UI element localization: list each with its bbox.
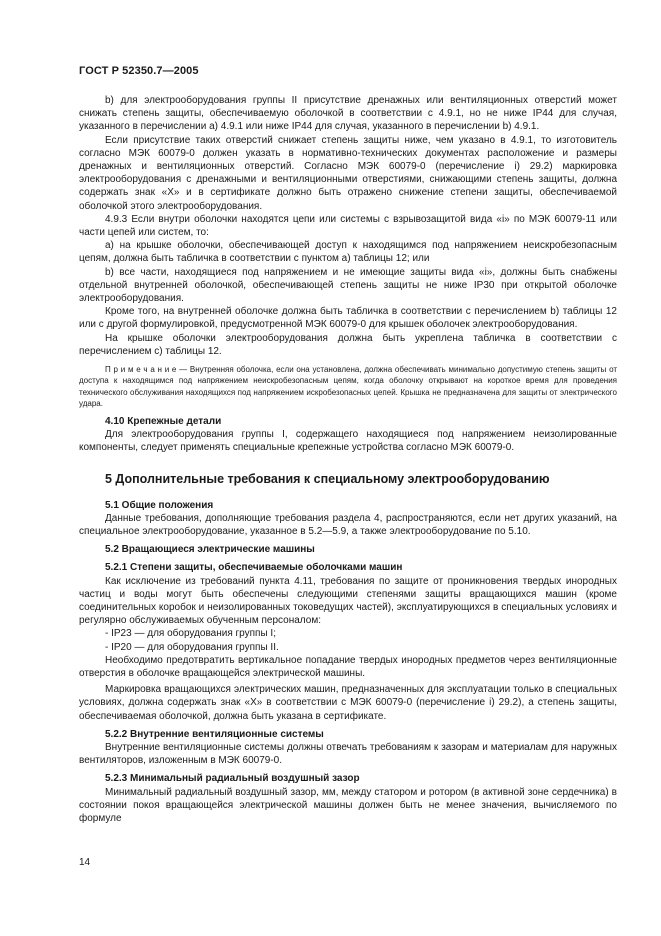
paragraph: Для электрооборудования группы I, содержащего находящиеся под напряжением неизолированные компоненты, следует применять специальные крепежные устройства согласно МЭК 60079-0. xyxy=(79,428,617,454)
heading-5-1: 5.1 Общие положения xyxy=(105,499,214,511)
paragraph: Маркировка вращающихся электрических машин, предназначенных для эксплуатации только в специальных условиях, должна содержать знак «X» в соответствии с МЭК 60079-0 (перечисление i) 29.2), а степень защиты, обеспечиваемая оболочкой, должна быть указана в сертификате. xyxy=(79,684,617,722)
dash-item: - IP23 — для оборудования группы I; xyxy=(105,628,276,640)
paragraph: Данные требования, дополняющие требования раздела 4, распространяются, если нет других указаний, на специальное электрооборудование, указанное в 5.2—5.9, а также электрооборудование по 5.10. xyxy=(79,512,617,537)
page-number: 14 xyxy=(79,857,91,868)
paragraph: Как исключение из требований пункта 4.11, требования по защите от проникновения твердых инородных частиц и воды могут быть обеспечены следующими степенями защиты вращающихся машин (кроме соединительных коробок и неизолированных токоведущих частей), эксплуатирующихся в специальных условиях и регулярно обслуживаемых обученным персоналом: xyxy=(79,575,617,627)
document-header: ГОСТ Р 52350.7—2005 xyxy=(79,65,199,77)
paragraph: На крышке оболочки электрооборудования должна быть укреплена табличка в соответствии с перечислением с) таблицы 12. xyxy=(79,332,617,357)
section-heading-5: 5 Дополнительные требования к специальному электрооборудованию xyxy=(105,472,550,487)
heading-5-2: 5.2 Вращающиеся электрические машины xyxy=(105,544,315,556)
paragraph: Кроме того, на внутренней оболочке должна быть табличка в соответствии с перечислением b) таблицы 12 или с другой формулировкой, предусмотренной МЭК 60079-0 для крышек оболочек электрооборудования. xyxy=(79,306,617,331)
paragraph: Необходимо предотвратить вертикальное попадание твердых инородных предметов через вентиляционные отверстия в оболочке вращающейся электрической машины. xyxy=(79,654,617,679)
dash-item: - IP20 — для оборудования группы II. xyxy=(105,641,279,653)
paragraph: Внутренние вентиляционные системы должны отвечать требованиям к зазорам и материалам для наружных вентиляторов, изложенным в МЭК 60079-0. xyxy=(79,741,617,767)
heading-4-10: 4.10 Крепежные детали xyxy=(105,415,222,427)
clause-4-9-3: 4.9.3 Если внутри оболочки находятся цепи или системы с взрывозащитой вида «i» по МЭК 60079-11 или части цепей или систем, то: xyxy=(79,213,617,239)
heading-5-2-1: 5.2.1 Степени защиты, обеспечиваемые оболочками машин xyxy=(105,562,403,574)
list-item-a: а) на крышке оболочки, обеспечивающей доступ к находящимся под напряжением неискробезопасным цепям, должна быть табличка в соответствии с пунктом а) таблицы 12; или xyxy=(79,240,617,265)
paragraph: Если присутствие таких отверстий снижает степень защиты ниже, чем указано в 4.9.1, то изготовитель согласно МЭК 60079-0 должен указать в нормативно-технических документах расположение и размеры дренажных и вентиляционных отверстий. Согласно МЭК 60079-0 (перечисление i) 29.2) маркировка электрооборудования с дренажными и вентиляционными отверстиями, снижающими степень защиты, должна содержать знак «X» и в сертификате должно быть отражено снижение степени защиты, обеспечиваемой оболочкой этого электрооборудования. xyxy=(79,134,617,212)
document-body xyxy=(79,94,617,825)
list-item-b: b) все части, находящиеся под напряжением и не имеющие защиты вида «i», должны быть снабжены отдельной внутренней оболочкой, обеспечивающей степень защиты не ниже IP30 при открытой оболочке электрооборудования. xyxy=(79,266,617,305)
heading-5-2-2: 5.2.2 Внутренние вентиляционные системы xyxy=(105,728,324,740)
note: П р и м е ч а н и е — Внутренняя оболочка, если она установлена, должна обеспечивать минимально допустимую степень защиты от доступа к находящимся под напряжением неискробезопасным цепям, когда оболочку открывают на короткое время для проведения технического обслуживания находящихся под напряжением искробезопасных цепей. Крышка не предназначена для защиты от электрического удара. xyxy=(79,365,617,409)
paragraph: b) для электрооборудования группы II присутствие дренажных или вентиляционных отверстий может снижать степень защиты, обеспечиваемую оболочкой в соответствии с 4.9.1, но не ниже IP44 для случая, указанного в перечислении а) 4.9.1 или ниже IP44 для случая, указанного в перечислении b) 4.9.1. xyxy=(79,95,617,133)
paragraph: Минимальный радиальный воздушный зазор, мм, между статором и ротором (в активной зоне сердечника) в состоянии покоя вращающейся электрической машины должен быть не менее значения, вычисляемого по формуле xyxy=(79,786,617,824)
heading-5-2-3: 5.2.3 Минимальный радиальный воздушный зазор xyxy=(105,773,360,785)
